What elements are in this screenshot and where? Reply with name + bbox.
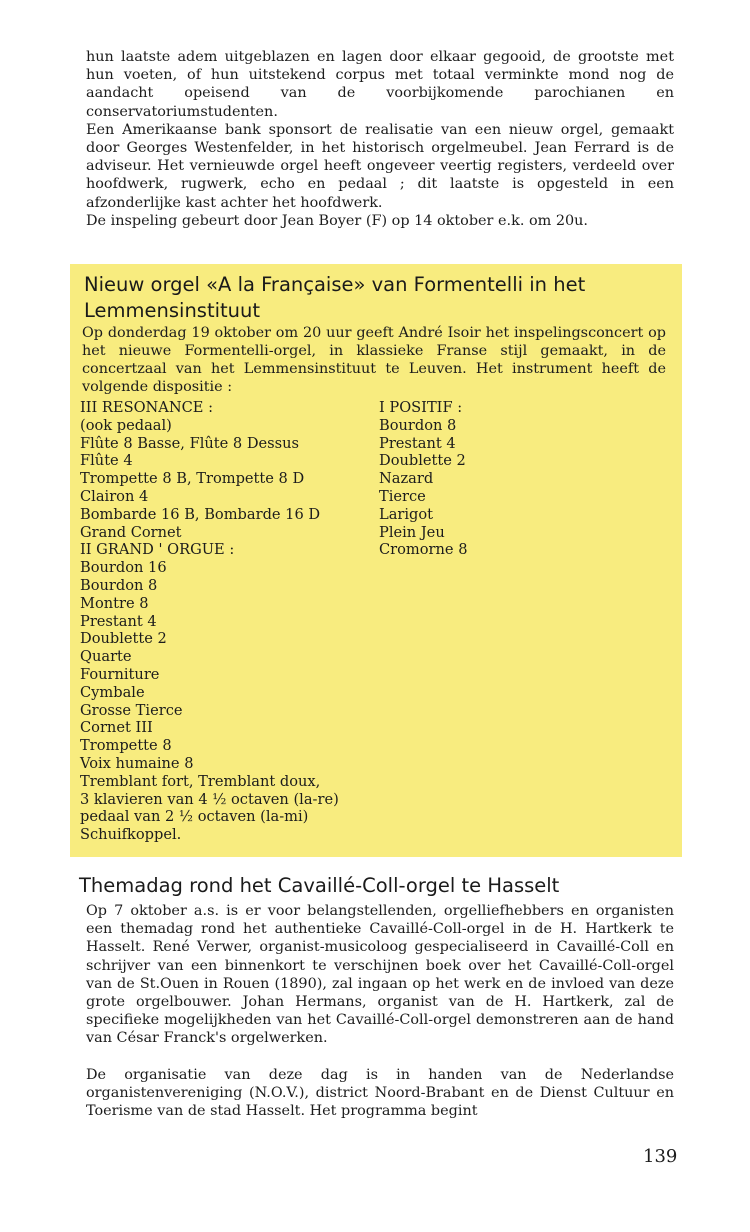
intro-text [86, 48, 674, 230]
box-title: Nieuw orgel «A la Française» van Formentelli in het Lemmensinstituut [84, 273, 586, 322]
section-title: Themadag rond het Cavaillé-Coll-orgel te Hasselt [79, 874, 560, 897]
box-body: Op donderdag 19 oktober om 20 uur geeft André Isoir het inspelingsconcert op het nieuwe Formentelli-orgel, in klassieke Franse stijl gemaakt, in de concertzaal van het Lemmensinstituut te Leuven. Het instrument heeft de volgende dispositie : [82, 325, 666, 395]
intro-paragraph-3: De inspeling gebeurt door Jean Boyer (F) op 14 oktober e.k. om 20u. [86, 212, 589, 229]
right-stop: Cromorne 8 [379, 541, 468, 559]
left-stop: Grand Cornet [80, 523, 182, 541]
left-stop: Fourniture [80, 665, 160, 683]
highlight-box [70, 264, 682, 857]
left-stop: Flûte 4 [80, 452, 133, 470]
intro-paragraph-2: Een Amerikaanse bank sponsort de realisatie van een nieuw orgel, gemaakt door Georges Westenfelder, in het historisch orgelmeubel. Jean Ferrard is de adviseur. Het vernieuwde orgel heeft ongeveer veertig registers, verdeeld over hoofdwerk, rugwerk, echo en pedaal ; dit laatste is opgesteld in een afzonderlijke kast achter het hoofdwerk. [86, 121, 674, 211]
left-stop: Voix humaine 8 [80, 754, 194, 772]
section-paragraph-1: Op 7 oktober a.s. is er voor belangstellenden, orgelliefhebbers en organisten een themadag rond het authentieke Cavaillé-Coll-orgel in de H. Hartkerk te Hasselt. René Verwer, organist-musicoloog gespecialiseerd in Cavaillé-Coll en schrijver van een binnenkort te verschijnen boek over het Cavaillé-Coll-orgel van de St.Ouen in Rouen (1890), zal ingaan op het werk en de invloed van deze grote orgelbouwer. Johan Hermans, organist van de H. Hartkerk, zal de specifieke mogelijkheden van het Cavaillé-Coll-orgel demonstreren aan de hand van César Franck's orgelwerken. [86, 903, 674, 1047]
left-stop: Quarte [80, 648, 132, 666]
left-stop: Cymbale [80, 683, 145, 701]
right-stop: Nazard [379, 470, 434, 488]
page-number: 139 [643, 1146, 678, 1167]
right-stop: Prestant 4 [379, 434, 456, 452]
left-stop: (ook pedaal) [80, 416, 172, 434]
left-stop: Grosse Tierce [80, 701, 183, 719]
intro-paragraph-1: hun laatste adem uitgeblazen en lagen door elkaar gegooid, de grootste met hun voeten, of hun uitstekend corpus met totaal verminkte mond nog de aandacht opeisend van de voorbijkomende parochianen en conservatoriumstudenten. [86, 49, 674, 120]
section-paragraph-2: De organisatie van deze dag is in handen van de Nederlandse organistenvereniging (N.O.V.), district Noord-Brabant en de Dienst Cultuur en Toerisme van de stad Hasselt. Het programma begint [86, 1067, 674, 1120]
left-stop: Doublette 2 [80, 630, 167, 648]
right-stop: Bourdon 8 [379, 416, 457, 434]
left-stop: Bombarde 16 B, Bombarde 16 D [80, 505, 321, 523]
left-stop: II GRAND ' ORGUE : [80, 541, 235, 559]
right-stop: Plein Jeu [379, 523, 445, 541]
left-stop: Prestant 4 [80, 612, 157, 630]
left-stop: 3 klavieren van 4 ½ octaven (la-re) [80, 790, 339, 808]
left-stop: Clairon 4 [80, 487, 149, 505]
left-stop: pedaal van 2 ½ octaven (la-mi) [80, 808, 309, 826]
right-stop: I POSITIF : [379, 399, 463, 416]
left-stop: III RESONANCE : [80, 399, 213, 416]
right-stop: Tierce [379, 487, 426, 505]
left-stop: Schuifkoppel. [80, 826, 182, 844]
left-stop: Bourdon 16 [80, 559, 167, 577]
left-stop: Flûte 8 Basse, Flûte 8 Dessus [80, 434, 300, 452]
right-stop: Doublette 2 [379, 452, 466, 470]
left-stop: Cornet III [80, 719, 153, 737]
left-stop: Trompette 8 B, Trompette 8 D [80, 470, 305, 488]
disposition-right-column [379, 399, 468, 559]
left-stop: Bourdon 8 [80, 576, 158, 594]
disposition-left-column [80, 399, 339, 844]
left-stop: Tremblant fort, Tremblant doux, [80, 772, 321, 790]
left-stop: Montre 8 [80, 594, 149, 612]
right-stop: Larigot [379, 505, 434, 523]
left-stop: Trompette 8 [80, 737, 172, 755]
